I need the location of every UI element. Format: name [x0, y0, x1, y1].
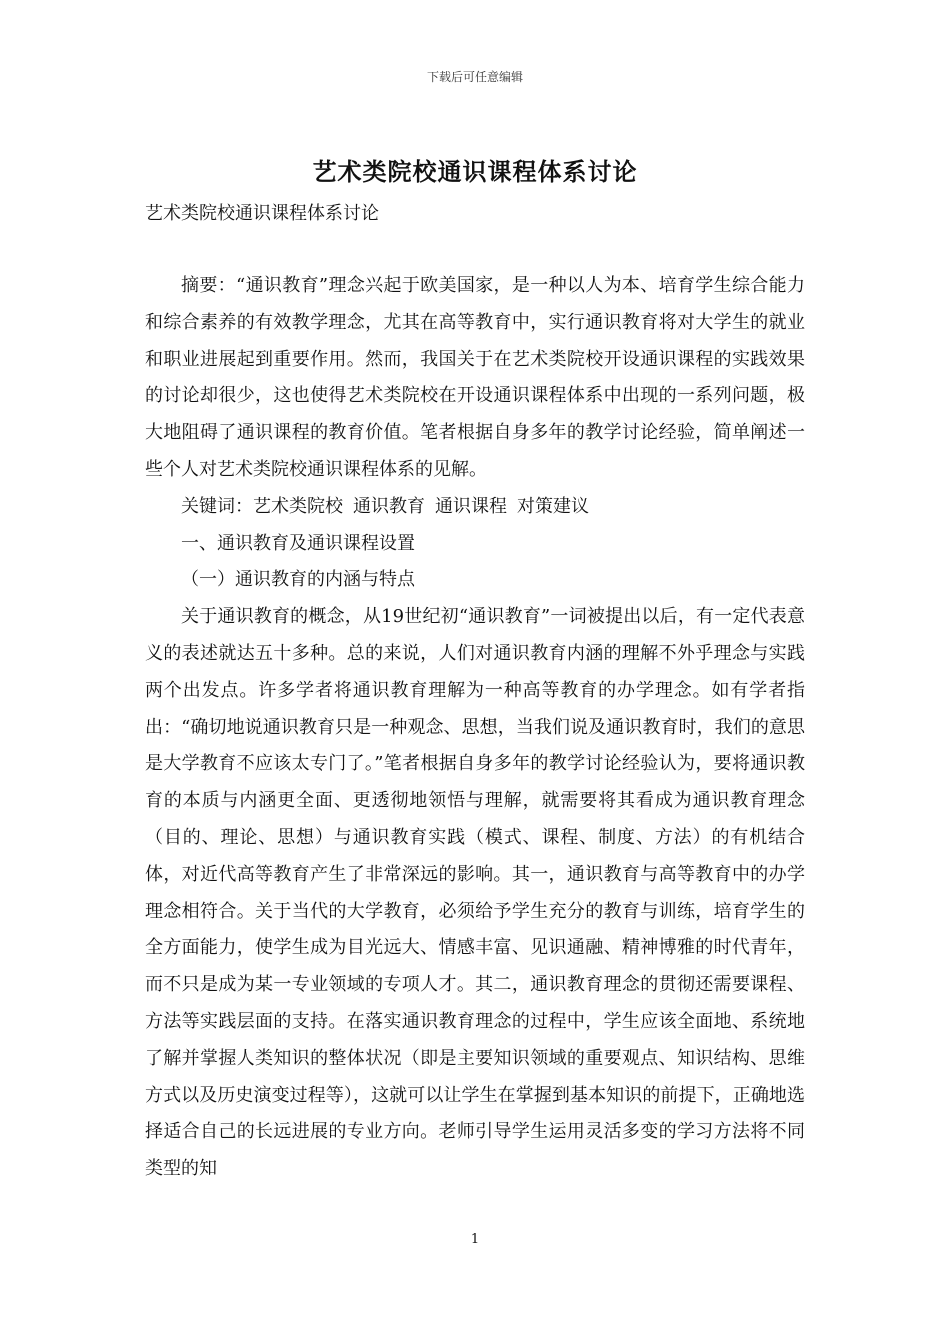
- keyword-item: 通识课程: [435, 495, 507, 517]
- keywords-line: [145, 489, 805, 526]
- keywords-label: 关键词：: [181, 495, 253, 517]
- subsection-heading: （一）通识教育的内涵与特点: [181, 569, 415, 591]
- section-heading: 一、通识教育及通识课程设置: [181, 532, 415, 554]
- keyword-item: 对策建议: [517, 495, 589, 517]
- keyword-item: 艺术类院校: [253, 495, 343, 517]
- document-title: 艺术类院校通识课程体系讨论: [312, 157, 638, 186]
- document-body: [145, 268, 805, 1188]
- document-subtitle: 艺术类院校通识课程体系讨论: [145, 203, 379, 224]
- page-number: 1: [470, 1232, 480, 1247]
- page-header: 下载后可任意编辑: [426, 70, 523, 84]
- abstract-paragraph: 摘要：“通识教育”理念兴起于欧美国家，是一种以人为本、培育学生综合能力和综合素养的有效教学理念，尤其在高等教育中，实行通识教育将对大学生的就业和职业进展起到重要作用。然而，我国关于在艺术类院校开设通识课程的实践效果的讨论却很少，这也使得艺术类院校在开设通识课程体系中出现的一系列问题，极大地阻碍了通识课程的教育价值。笔者根据自身多年的教学讨论经验，简单阐述一些个人对艺术类院校通识课程体系的见解。: [145, 275, 805, 480]
- body-paragraph: 关于通识教育的概念，从19世纪初“通识教育”一词被提出以后，有一定代表意义的表述就达五十多种。总的来说，人们对通识教育内涵的理解不外乎理念与实践两个出发点。许多学者将通识教育理解为一种高等教育的办学理念。如有学者指出：“确切地说通识教育只是一种观念、思想，当我们说及通识教育时，我们的意思是大学教育不应该太专门了。”笔者根据自身多年的教学讨论经验认为，要将通识教育的本质与内涵更全面、更透彻地领悟与理解，就需要将其看成为通识教育理念（目的、理论、思想）与通识教育实践（模式、课程、制度、方法）的有机结合体，对近代高等教育产生了非常深远的影响。其一，通识教育与高等教育中的办学理念相符合。关于当代的大学教育，必须给予学生充分的教育与训练，培育学生的全方面能力，使学生成为目光远大、情感丰富、见识通融、精神博雅的时代青年，而不只是成为某一专业领域的专项人才。其二，通识教育理念的贯彻还需要课程、方法等实践层面的支持。在落实通识教育理念的过程中，学生应该全面地、系统地了解并掌握人类知识的整体状况（即是主要知识领域的重要观点、知识结构、思维方式以及历史演变过程等），这就可以让学生在掌握到基本知识的前提下，正确地选择适合自己的长远进展的专业方向。老师引导学生运用灵活多变的学习方法将不同类型的知: [145, 606, 805, 1180]
- keyword-item: 通识教育: [353, 495, 425, 517]
